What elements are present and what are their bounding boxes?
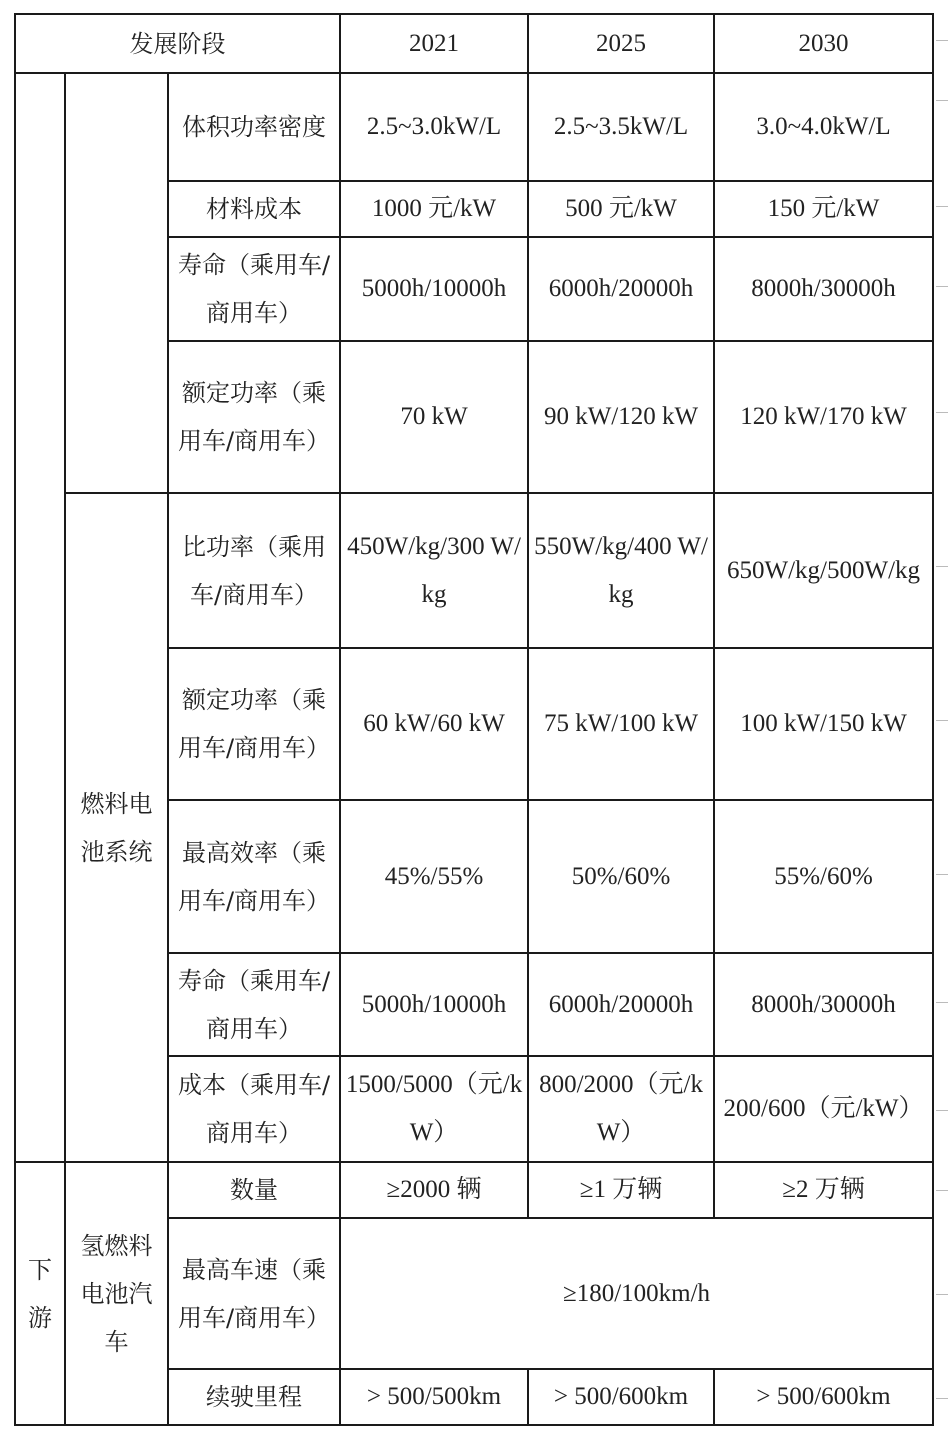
value-merged-all-years: ≥180/100km/h [340, 1218, 933, 1369]
value-2030: 120 kW/170 kW [714, 341, 933, 493]
metric-quantity: 数量 [168, 1162, 340, 1218]
fcev-label: 氢燃料电池汽车 [65, 1162, 168, 1425]
value-2030: 200/600（元/kW） [714, 1056, 933, 1162]
metric-rated-power: 额定功率（乘用车/商用车） [168, 341, 340, 493]
row-end-mark [936, 1110, 948, 1111]
fuel-cell-system-label: 燃料电池系统 [65, 493, 168, 1162]
value-2025: 75 kW/100 kW [528, 648, 714, 800]
row-end-mark [936, 1398, 948, 1399]
value-2025: 550W/kg/400 W/kg [528, 493, 714, 648]
year-header-2025: 2025 [528, 14, 714, 73]
value-2030: > 500/600km [714, 1369, 933, 1425]
value-2021: ≥2000 辆 [340, 1162, 528, 1218]
row-end-mark [936, 206, 948, 207]
value-2025: 90 kW/120 kW [528, 341, 714, 493]
value-2030: 100 kW/150 kW [714, 648, 933, 800]
metric-material-cost: 材料成本 [168, 181, 340, 237]
value-2030: 55%/60% [714, 800, 933, 953]
value-2021: 5000h/10000h [340, 953, 528, 1056]
value-2021: 2.5~3.0kW/L [340, 73, 528, 181]
value-2030: 650W/kg/500W/kg [714, 493, 933, 648]
stage-header: 发展阶段 [15, 14, 340, 73]
row-end-mark [936, 1294, 948, 1295]
row-end-mark [936, 286, 948, 287]
row-end-mark [936, 1002, 948, 1003]
metric-max-speed: 最高车速（乘用车/商用车） [168, 1218, 340, 1369]
row-end-mark [936, 412, 948, 413]
table-row [15, 493, 933, 648]
value-2021: 70 kW [340, 341, 528, 493]
value-2025: 500 元/kW [528, 181, 714, 237]
value-2030: ≥2 万辆 [714, 1162, 933, 1218]
table-row [15, 1162, 933, 1218]
value-2021: > 500/500km [340, 1369, 528, 1425]
metric-specific-power: 比功率（乘用车/商用车） [168, 493, 340, 648]
metric-driving-range: 续驶里程 [168, 1369, 340, 1425]
row-end-mark [936, 40, 948, 41]
value-2021: 450W/kg/300 W/kg [340, 493, 528, 648]
metric-lifetime: 寿命（乘用车/商用车） [168, 953, 340, 1056]
value-2021: 1500/5000（元/kW） [340, 1056, 528, 1162]
value-2025: 50%/60% [528, 800, 714, 953]
row-end-mark [936, 874, 948, 875]
value-2030: 8000h/30000h [714, 237, 933, 341]
year-header-2030: 2030 [714, 14, 933, 73]
value-2030: 8000h/30000h [714, 953, 933, 1056]
year-header-2021: 2021 [340, 14, 528, 73]
value-2021: 1000 元/kW [340, 181, 528, 237]
value-2025: ≥1 万辆 [528, 1162, 714, 1218]
metric-volume-power-density: 体积功率密度 [168, 73, 340, 181]
table-row [15, 73, 933, 181]
value-2025: 6000h/20000h [528, 953, 714, 1056]
metric-cost: 成本（乘用车/商用车） [168, 1056, 340, 1162]
value-2021: 45%/55% [340, 800, 528, 953]
metric-rated-power: 额定功率（乘用车/商用车） [168, 648, 340, 800]
header-row [15, 14, 933, 73]
stack-blank-cell [65, 73, 168, 493]
value-2030: 150 元/kW [714, 181, 933, 237]
row-end-mark [936, 100, 948, 101]
metric-max-efficiency: 最高效率（乘用车/商用车） [168, 800, 340, 953]
row-end-mark [936, 1190, 948, 1191]
tech-roadmap-table [14, 13, 934, 1426]
value-2025: 6000h/20000h [528, 237, 714, 341]
value-2025: 800/2000（元/kW） [528, 1056, 714, 1162]
row-end-mark [936, 566, 948, 567]
value-2025: > 500/600km [528, 1369, 714, 1425]
metric-lifetime: 寿命（乘用车/商用车） [168, 237, 340, 341]
value-2025: 2.5~3.5kW/L [528, 73, 714, 181]
value-2021: 60 kW/60 kW [340, 648, 528, 800]
value-2030: 3.0~4.0kW/L [714, 73, 933, 181]
value-2021: 5000h/10000h [340, 237, 528, 341]
row-end-mark [936, 720, 948, 721]
downstream-label: 下游 [15, 1162, 65, 1425]
upstream-blank-cell [15, 73, 65, 1162]
